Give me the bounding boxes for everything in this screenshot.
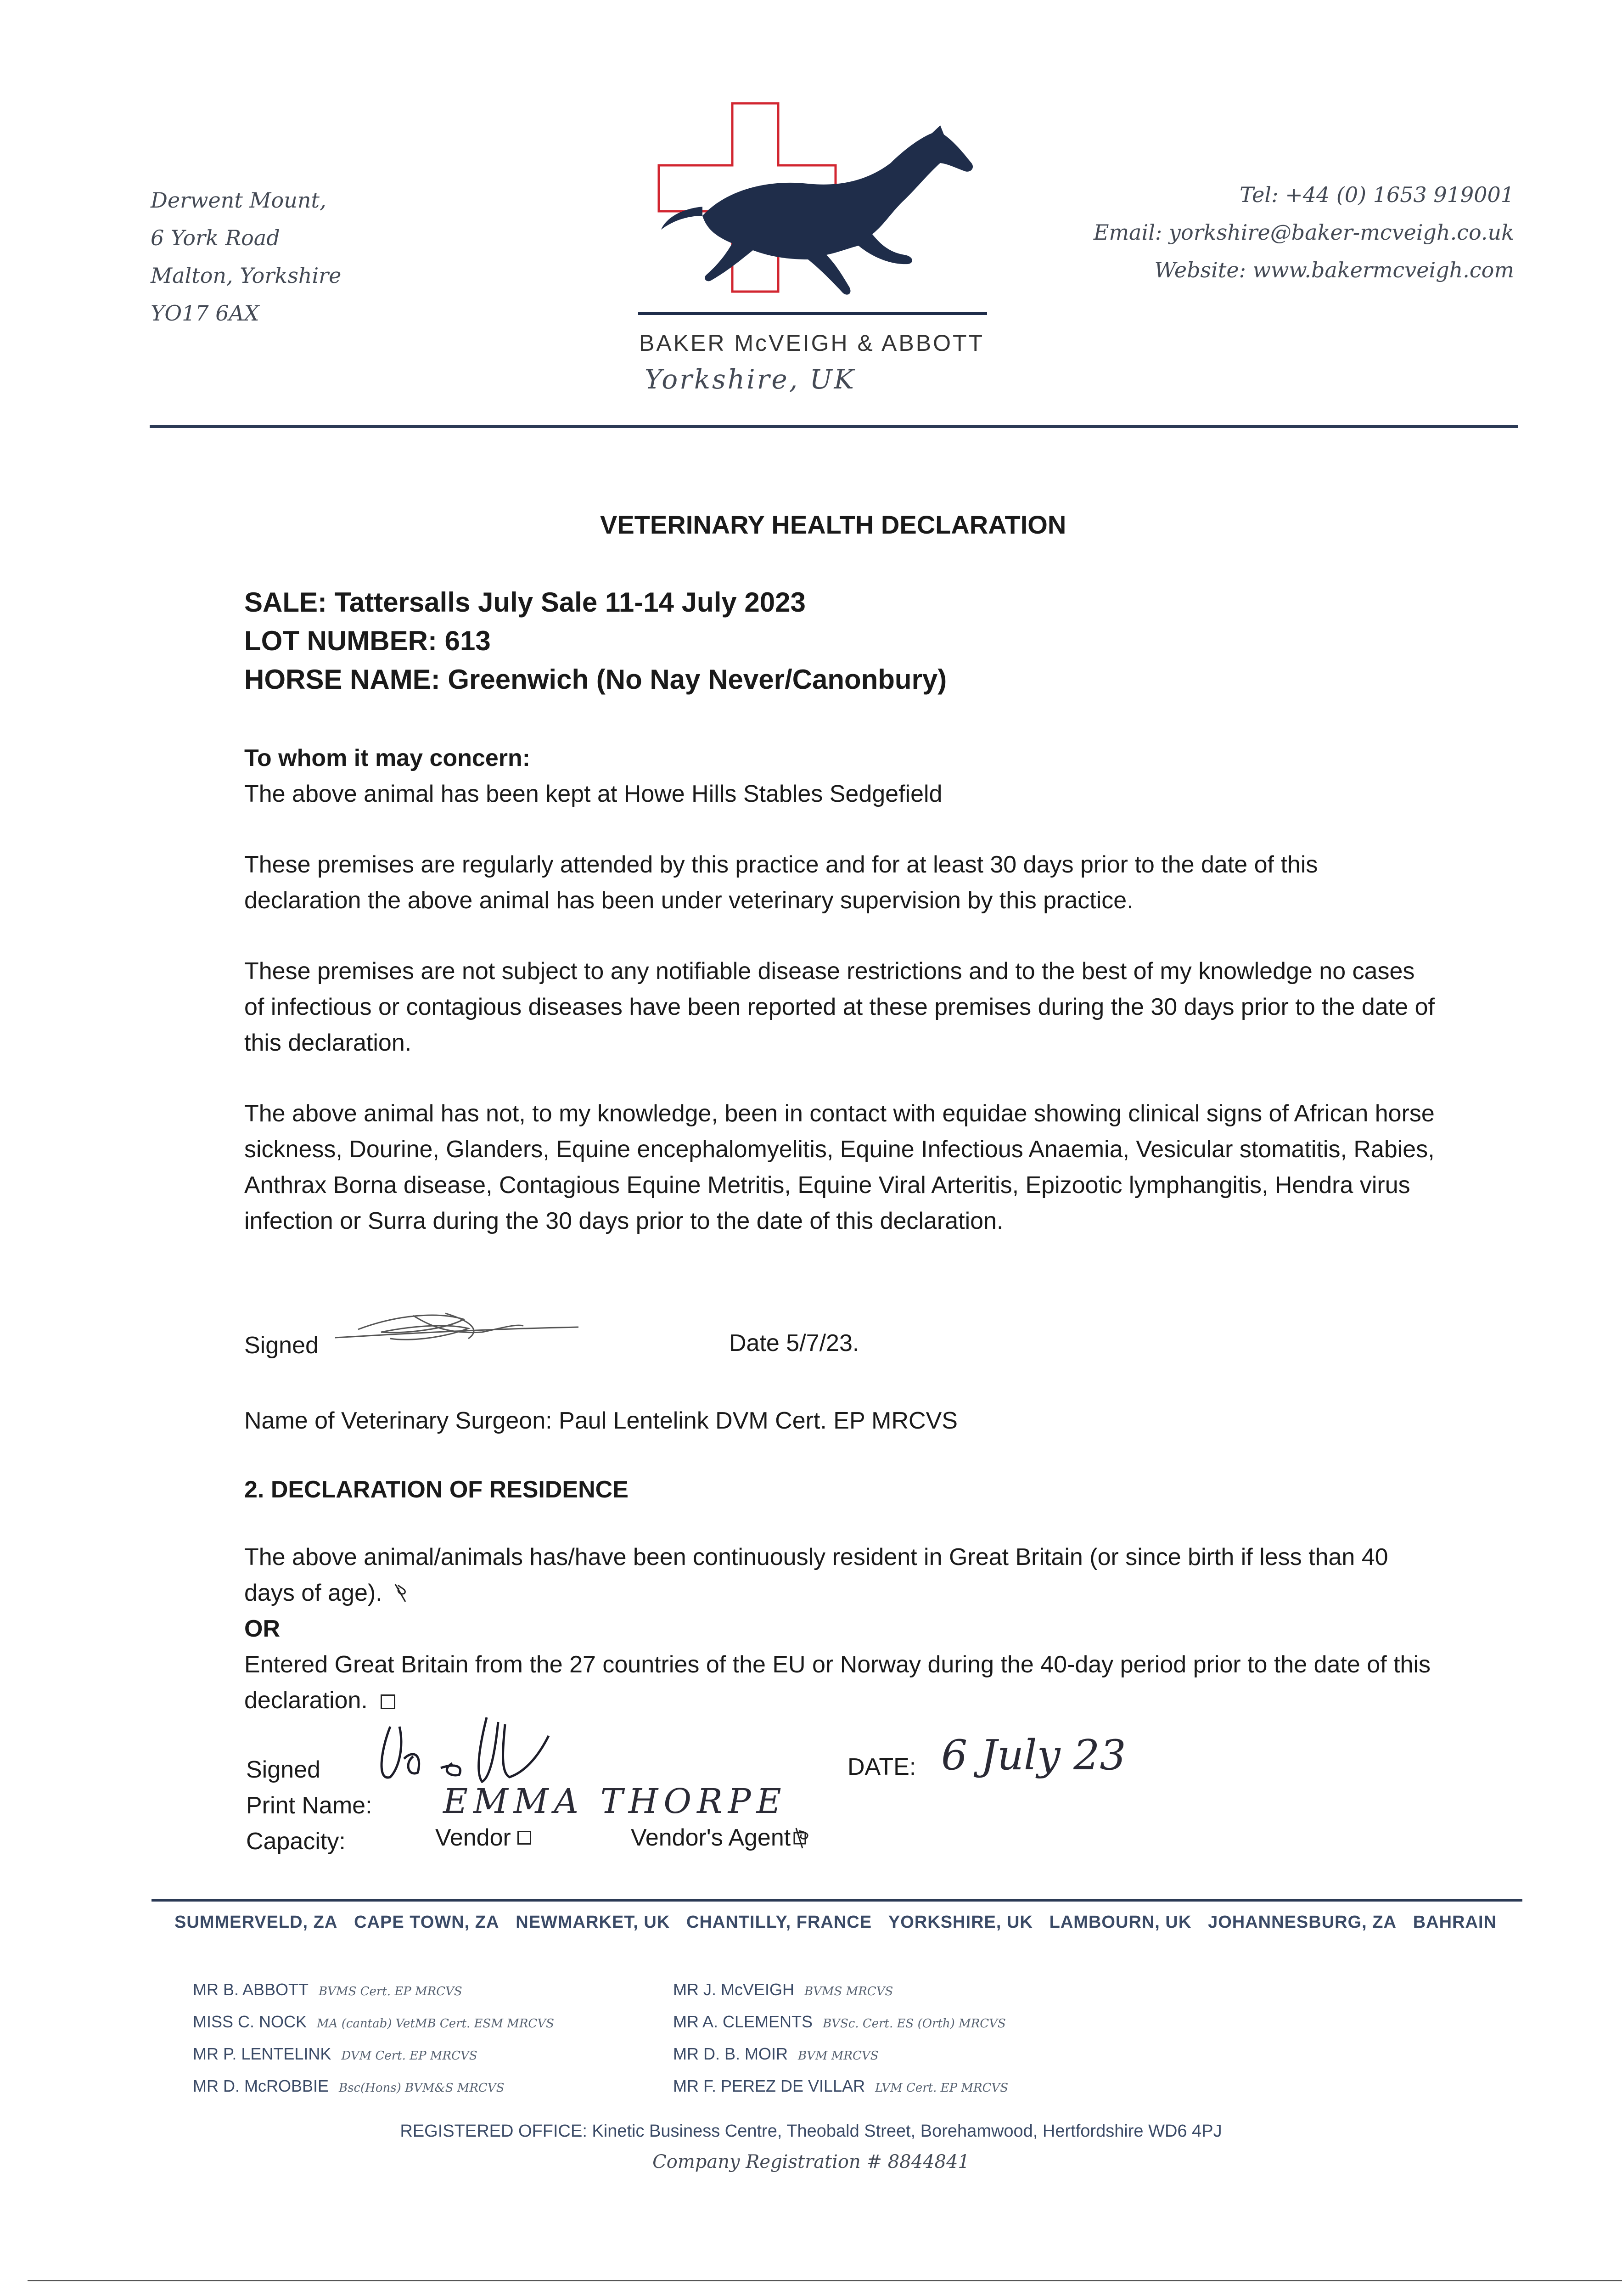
office-location: NEWMARKET, UK <box>516 1913 670 1932</box>
contact-diseases-paragraph: The above animal has not, to my knowledge, been in contact with equidae showing clinical signs of African horse sickness, Dourine, Glanders, Equine encephalomyelitis, Equine Infectious Anaemia, Vesicular stomatitis, Rabies, Anthrax Borna disease, Contagious Equine Metritis, Equine Viral Arteritis, Epizootic lymphangitis, Hendra virus infection or Surra during the 30 days prior to the date of this declaration. <box>244 1100 1435 1234</box>
office-location: CHANTILLY, FRANCE <box>686 1913 872 1932</box>
document-title: VETERINARY HEALTH DECLARATION <box>600 510 1066 539</box>
staff-member <box>193 2071 554 2103</box>
office-location: BAHRAIN <box>1413 1913 1497 1932</box>
staff-name: MR A. CLEMENTS <box>673 2012 813 2031</box>
vendor-label: Vendor <box>435 1824 511 1851</box>
address-line: Malton, Yorkshire <box>151 263 342 288</box>
email-address: Email: yorkshire@baker-mcveigh.co.uk <box>1093 220 1514 245</box>
staff-member <box>673 2007 1008 2039</box>
website-address: Website: www.bakermcveigh.com <box>1154 258 1514 282</box>
lot-number: LOT NUMBER: 613 <box>244 625 491 656</box>
vendors-agent-label: Vendor's Agent <box>631 1824 791 1851</box>
horse-and-cross-logo <box>634 99 992 328</box>
option-a-checkbox[interactable] <box>393 1587 408 1602</box>
print-name-label: Print Name: <box>246 1792 372 1819</box>
residence-option-a <box>244 1539 1438 1611</box>
staff-qualifications: BVSc. Cert. ES (Orth) MRCVS <box>823 2017 1006 2031</box>
tick-mark-icon <box>392 1581 410 1604</box>
address-line: Derwent Mount, <box>151 188 326 213</box>
header-divider <box>150 425 1518 428</box>
vendors-agent-checkbox[interactable] <box>794 1830 810 1846</box>
staff-qualifications: BVMS Cert. EP MRCVS <box>319 1985 462 1998</box>
staff-member <box>673 2039 1008 2071</box>
vendor-checkbox[interactable] <box>517 1831 531 1845</box>
office-locations <box>174 1913 1497 1932</box>
practice-contact <box>1094 176 1514 289</box>
staff-name: MR B. ABBOTT <box>193 1980 309 1999</box>
horse-name: HORSE NAME: Greenwich (No Nay Never/Canonbury) <box>244 664 947 695</box>
company-registration: Company Registration # 8844841 <box>652 2151 970 2172</box>
footer-divider <box>152 1899 1522 1902</box>
office-location: LAMBOURN, UK <box>1049 1913 1192 1932</box>
firm-name: BAKER McVEIGH & ABBOTT <box>639 330 985 356</box>
vendors-agent-option <box>631 1824 810 1851</box>
residence-date-value: 6 July 23 <box>941 1731 1126 1779</box>
staff-member <box>193 2007 554 2039</box>
sale-details <box>244 583 1438 699</box>
staff-name: MR J. McVEIGH <box>673 1980 795 1999</box>
residence-date-label: DATE: <box>847 1754 916 1780</box>
disease-restrictions-paragraph: These premises are not subject to any notifiable disease restrictions and to the best of my knowledge no cases of infectious or contagious diseases have been reported at these premises during the 30 days prior to the date of this declaration. <box>244 958 1435 1056</box>
supervision-paragraph: These premises are regularly attended by this practice and for at least 30 days prior to the date of this declaration the above animal has been under veterinary supervision by this practice. <box>244 851 1318 914</box>
residence-option-b <box>244 1647 1438 1718</box>
sale-line: SALE: Tattersalls July Sale 11-14 July 2023 <box>244 587 806 618</box>
staff-member <box>193 2039 554 2071</box>
staff-member <box>673 2071 1008 2103</box>
staff-name: MR D. McROBBIE <box>193 2077 329 2095</box>
staff-name: MR D. B. MOIR <box>673 2044 788 2063</box>
staff-qualifications: Bsc(Hons) BVM&S MRCVS <box>339 2081 505 2095</box>
phone-number: Tel: +44 (0) 1653 919001 <box>1240 182 1514 207</box>
logo-underline <box>638 312 987 315</box>
office-location: SUMMERVELD, ZA <box>174 1913 338 1932</box>
staff-name: MISS C. NOCK <box>193 2012 307 2031</box>
print-name-value: EMMA THORPE <box>443 1782 787 1821</box>
or-label: OR <box>244 1615 280 1642</box>
office-location: CAPE TOWN, ZA <box>354 1913 500 1932</box>
staff-qualifications: BVMS MRCVS <box>804 1985 893 1998</box>
staff-name: MR F. PEREZ DE VILLAR <box>673 2077 865 2095</box>
residence-labels <box>246 1752 372 1859</box>
staff-name: MR P. LENTELINK <box>193 2044 331 2063</box>
staff-qualifications: BVM MRCVS <box>798 2049 879 2063</box>
office-location: YORKSHIRE, UK <box>888 1913 1033 1932</box>
vendor-option <box>435 1824 531 1851</box>
staff-qualifications: DVM Cert. EP MRCVS <box>341 2049 477 2063</box>
staff-member <box>673 1975 1008 2007</box>
residence-signed-label: Signed <box>246 1756 320 1783</box>
practice-address <box>151 181 341 332</box>
horse-silhouette-icon <box>661 125 973 295</box>
salutation: To whom it may concern: <box>244 745 531 771</box>
office-location: JOHANNESBURG, ZA <box>1208 1913 1397 1932</box>
vet-signed-label: Signed <box>244 1332 319 1359</box>
residence-options <box>244 1539 1438 1718</box>
option-b-checkbox[interactable] <box>381 1694 395 1709</box>
page-edge-line <box>28 2280 1622 2281</box>
address-line: YO17 6AX <box>151 301 259 326</box>
declaration-body <box>244 740 1438 1239</box>
vet-signature <box>331 1302 588 1357</box>
residence-heading: 2. DECLARATION OF RESIDENCE <box>244 1476 629 1503</box>
option-a-text: The above animal/animals has/have been continuously resident in Great Britain (or since birth if less than 40 days of age). <box>244 1544 1388 1606</box>
staff-member <box>193 1975 554 2007</box>
firm-location: Yorkshire, UK <box>645 364 856 395</box>
kept-at-statement: The above animal has been kept at Howe Hills Stables Sedgefield <box>244 781 943 807</box>
staff-qualifications: MA (cantab) VetMB Cert. ESM MRCVS <box>317 2017 554 2031</box>
address-line: 6 York Road <box>151 225 280 250</box>
option-b-text: Entered Great Britain from the 27 countries of the EU or Norway during the 40-day period prior to the date of this declaration. <box>244 1651 1431 1714</box>
staff-list-right <box>673 1975 1008 2103</box>
tick-mark-icon <box>792 1826 814 1850</box>
capacity-label: Capacity: <box>246 1828 346 1855</box>
registered-office: REGISTERED OFFICE: Kinetic Business Centre, Theobald Street, Borehamwood, Hertfordshire WD6 4PJ <box>400 2122 1222 2141</box>
vet-date: Date 5/7/23. <box>729 1330 859 1356</box>
staff-list-left <box>193 1975 554 2103</box>
staff-qualifications: LVM Cert. EP MRCVS <box>875 2081 1009 2095</box>
vet-name: Name of Veterinary Surgeon: Paul Lentelink DVM Cert. EP MRCVS <box>244 1407 958 1434</box>
